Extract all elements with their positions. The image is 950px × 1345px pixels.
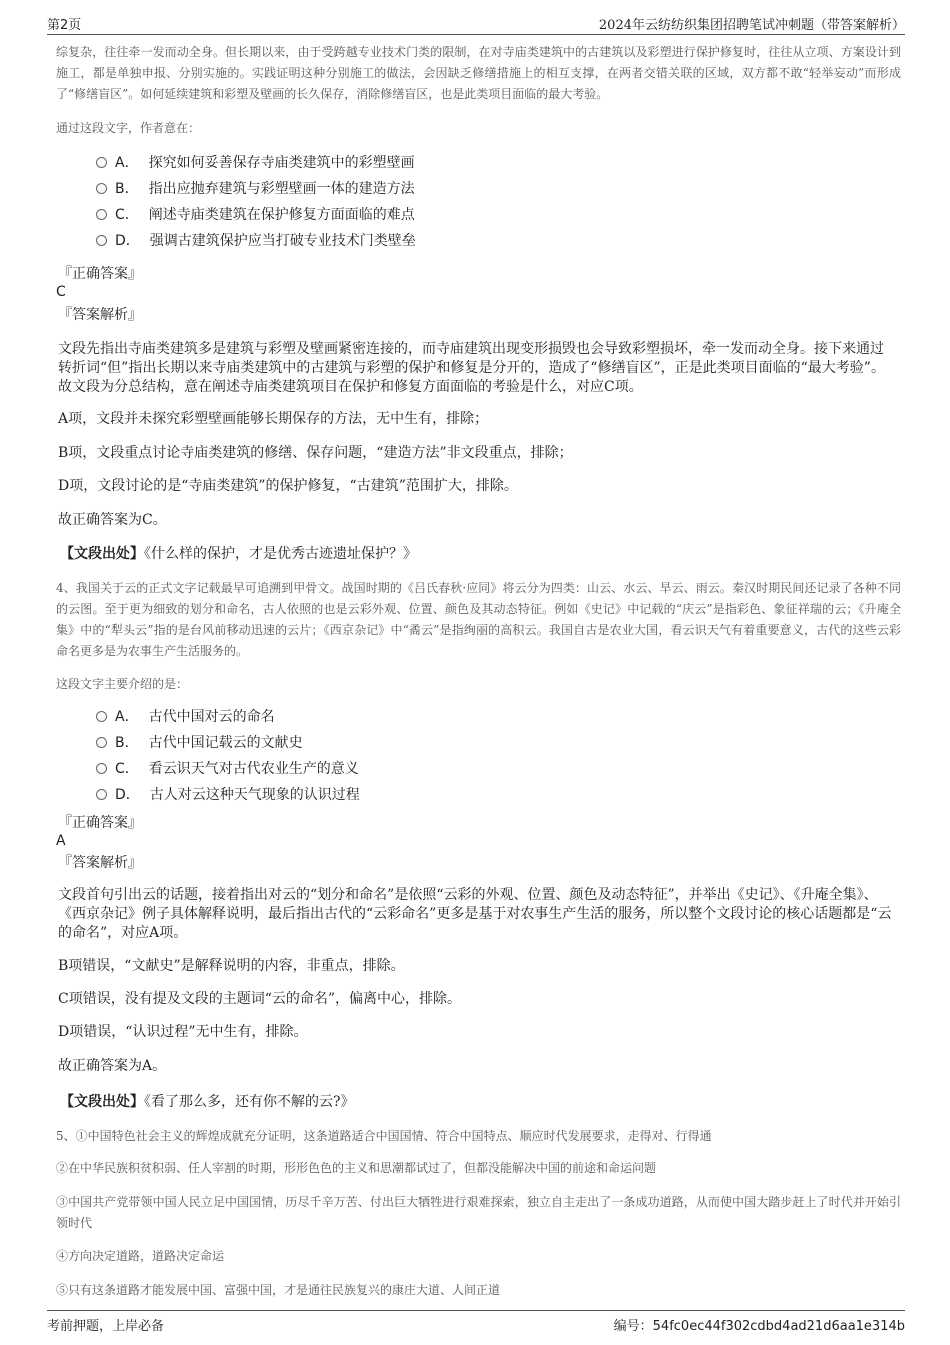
radio-icon[interactable]: [96, 711, 107, 722]
q3-option-b[interactable]: B． 指出应抛弃建筑与彩塑壁画一体的建造方法: [96, 179, 415, 199]
q4-analysis-b: B项错误，“文献史”是解释说明的内容，非重点，排除。: [58, 958, 405, 974]
q3-analysis-d: D项，文段讨论的是“寺庙类建筑”的保护修复，“古建筑”范围扩大，排除。: [58, 478, 518, 494]
q4-question: 这段文字主要介绍的是：: [56, 677, 189, 691]
q3-option-c[interactable]: C． 阐述寺庙类建筑在保护修复方面面临的难点: [96, 205, 415, 225]
q5-statement-4: ④方向决定道路，道路决定命运: [56, 1249, 225, 1263]
radio-icon[interactable]: [96, 737, 107, 748]
q3-source: 【文段出处】《什么样的保护，才是优秀古迹遗址保护？》: [60, 546, 417, 562]
q4-source: 【文段出处】《看了那么多，还有你不解的云?》: [60, 1094, 355, 1110]
q4-option-b[interactable]: B． 古代中国记载云的文献史: [96, 733, 303, 753]
radio-icon[interactable]: [96, 209, 107, 220]
q4-analysis-c: C项错误，没有提及文段的主题词“云的命名”，偏离中心，排除。: [58, 991, 462, 1007]
q3-analysis-a: A项，文段并未探究彩塑壁画能够长期保存的方法，无中生有，排除；: [58, 411, 489, 427]
q4-answer: A: [56, 833, 66, 849]
q4-analysis-conclusion: 故正确答案为A。: [58, 1058, 167, 1074]
q4-option-d[interactable]: D． 古人对云这种天气现象的认识过程: [96, 785, 360, 805]
q4-analysis-d: D项错误，“认识过程”无中生有，排除。: [58, 1024, 308, 1040]
q5-statement-1: 5、①中国特色社会主义的辉煌成就充分证明，这条道路适合中国国情、符合中国特点、顺应时代发展要求，走得对、行得通: [56, 1129, 712, 1143]
q3-answer-label: 『正确答案』: [58, 266, 142, 282]
radio-icon[interactable]: [96, 763, 107, 774]
q5-statement-5: ⑤只有这条道路才能发展中国、富强中国，才是通往民族复兴的康庄大道、人间正道: [56, 1283, 501, 1297]
q4-analysis-main: 文段首句引出云的话题，接着指出对云的“划分和命名”是依照“云彩的外观、位置、颜色及动态特征”，并举出《史记》、《升庵全集》、《西京杂记》例子具体解释说明，最后指出古代的“云彩命名”更多是基于对农事生产生活的服务，所以整个文段讨论的核心话题都是“云的命名”，对应A项。: [58, 887, 892, 941]
q3-answer: C: [56, 284, 66, 300]
q3-analysis-main: 文段先指出寺庙类建筑多是建筑与彩塑及壁画紧密连接的，而寺庙建筑出现变形损毁也会导致彩塑损坏，牵一发而动全身。接下来通过转折词“但”指出长期以来寺庙类建筑中的古建筑与彩塑的保护和修复是分开的，造成了“修缮盲区”，正是此类项目面临的“最大考验”。故文段为分总结构，意在阐述寺庙类建筑项目在保护和修复方面面临的考验是什么，对应C项。: [58, 341, 885, 395]
footer-slogan: 考前押题，上岸必备: [47, 1319, 165, 1334]
q5-statement-2: ②在中华民族积贫积弱、任人宰割的时期，形形色色的主义和思潮都试过了，但都没能解决中国的前途和命运问题: [56, 1161, 657, 1175]
q4-option-c[interactable]: C． 看云识天气对古代农业生产的意义: [96, 759, 359, 779]
q3-passage: 综复杂，往往牵一发而动全身。但长期以来，由于受跨越专业技术门类的限制，在对寺庙类建筑中的古建筑以及彩塑进行保护修复时，往往从立项、方案设计到施工，都是单独申报、分别实施的。实践证明这种分别施工的做法，会因缺乏修缮措施上的相互支撑，在两者交错关联的区域，双方都不敢“轻举妄动”而形成了“修缮盲区”。如何延续建筑和彩塑及壁画的长久保存，消除修缮盲区，也是此类项目面临的最大考验。: [56, 45, 901, 101]
radio-icon[interactable]: [96, 183, 107, 194]
document-title: 2024年云纺纺织集团招聘笔试冲刺题（带答案解析）: [598, 18, 905, 33]
q3-analysis-conclusion: 故正确答案为C。: [58, 512, 167, 528]
q3-analysis-b: B项，文段重点讨论寺庙类建筑的修缮、保存问题，“建造方法”非文段重点，排除；: [58, 445, 573, 461]
q4-analysis-label: 『答案解析』: [58, 855, 142, 871]
page-number: 第2页: [47, 18, 82, 33]
q3-analysis-label: 『答案解析』: [58, 307, 142, 323]
page-header: [47, 12, 905, 35]
document-code: 编号：54fc0ec44f302cdbd4ad21d6aa1e314b: [613, 1319, 905, 1334]
radio-icon[interactable]: [96, 235, 107, 246]
page-footer: [47, 1310, 905, 1333]
q5-statement-3: ③中国共产党带领中国人民立足中国国情，历尽千辛万苦、付出巨大牺牲进行艰难探索，独立自主走出了一条成功道路，从而使中国大踏步赶上了时代并开始引领时代: [56, 1195, 901, 1230]
q3-question: 通过这段文字，作者意在：: [56, 121, 201, 135]
q3-option-d[interactable]: D． 强调古建筑保护应当打破专业技术门类壁垒: [96, 231, 416, 251]
radio-icon[interactable]: [96, 789, 107, 800]
q4-passage: 4、我国关于云的正式文字记载最早可追溯到甲骨文。战国时期的《吕氏春秋·应同》将云分为四类：山云、水云、旱云、雨云。秦汉时期民间还记录了各种不同的云图。至于更为细致的划分和命名，古人依照的也是云彩外观、位置、颜色及其动态特征。例如《史记》中记载的“庆云”是指彩色、象征祥瑞的云；《升庵全集》中的“犁头云”指的是台风前移动迅速的云片；《西京杂记》中“矞云”是指绚丽的高积云。我国自古是农业大国，看云识天气有着重要意义，古代的这些云彩命名更多是为农事生产生活服务的。: [56, 581, 901, 658]
q4-option-a[interactable]: A． 古代中国对云的命名: [96, 707, 275, 727]
q3-option-a[interactable]: A． 探究如何妥善保存寺庙类建筑中的彩塑壁画: [96, 153, 415, 173]
radio-icon[interactable]: [96, 157, 107, 168]
q4-answer-label: 『正确答案』: [58, 815, 142, 831]
